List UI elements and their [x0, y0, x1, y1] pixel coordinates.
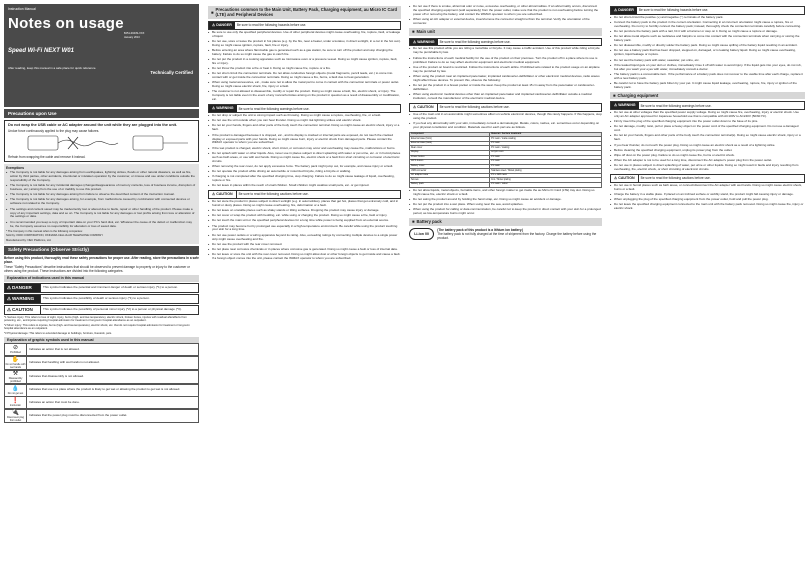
- symbol-desc: Indicates that handling with wet hands is not allowed.: [29, 360, 100, 365]
- symbol-icon: [5, 397, 27, 408]
- column-4: [610, 4, 805, 211]
- cover-panel: [4, 4, 199, 107]
- hazard-level-desc: This symbol indicates the possibility of personal minor injury (*2) to a person or physical damage (*3).: [43, 306, 182, 311]
- symbol-glyph-icon: ⊘: [12, 345, 19, 352]
- charging-title: Charging equipment: [617, 92, 659, 98]
- list-item: ● The settings and content saved may be inadvertently lost or altered due to faults, repair or other handling of the product. Please make a copy of any important settings, data and so on. The Company is not liable for any damages or lost profits arising from loss or alteration of the settings or data.: [6, 208, 197, 220]
- column-2: [208, 4, 401, 261]
- warning-triangle-icon: ⚠: [413, 39, 417, 44]
- symbol-icon: [5, 385, 27, 396]
- page-title: Notes on usage: [8, 15, 124, 32]
- list-item: ● The Company is not liable for any damages arising from failure to observe the described content of the instruction manual.: [6, 193, 197, 197]
- section-marker-icon: ■: [613, 92, 616, 98]
- list-item: ● Use of the product on board is restricted. Follow the instructions of each airline. Prohibited acts related to the product usage on an airplane may be punished by law.: [409, 66, 602, 74]
- refrain-text: Refrain from wrapping the cable and remove it instead.: [8, 155, 86, 160]
- list-item: ● Before cleaning the specified charging equipment, unplug its power plug from the outlet.: [610, 149, 805, 153]
- symbol-table: [4, 343, 199, 423]
- list-item: ● Do not drop or subject the unit to strong impact such as throwing. Doing so might cause a rupture, overheating, fire, or a fault.: [208, 114, 401, 118]
- caution-intro: Be sure to read the following cautions before use.: [439, 105, 510, 110]
- symbol-desc: Indicates an action that must be done.: [29, 399, 80, 404]
- precaution-bold: Do not wrap the USB cable or AC adapter around the unit while they are plugged into the unit.: [8, 122, 178, 127]
- table-cell: PC resin / Label: [490, 183, 602, 188]
- caution-list: [208, 200, 401, 261]
- hazard-level-notes: [4, 316, 199, 336]
- caution-list: [610, 184, 805, 211]
- certification-label: Technically Certified: [150, 70, 193, 75]
- danger-list: [610, 16, 805, 90]
- list-item: ● Do not leave the specified charging equipment connected to the main unit with the battery pack removed. Doing so might cause fire, injury or electric shock.: [610, 203, 805, 211]
- warning-triangle-icon: ⚠: [614, 176, 618, 180]
- product-name: Speed Wi-Fi NEXT W01: [8, 48, 74, 54]
- table-cell: PC + ABS resin: [490, 173, 602, 178]
- table-cell: PC resin: [490, 164, 602, 169]
- caution-banner: [409, 103, 602, 112]
- list-item: ● Do not disassemble, modify or directly solder the battery pack. Doing so might cause spilling of the battery liquid resulting in an accident.: [610, 44, 805, 48]
- caution-list: [409, 113, 602, 130]
- table-cell: PC resin: [490, 141, 602, 146]
- list-item: ● Do not throw the product into a fire or heat it. Doing so might cause fire, rupture or a fire.: [208, 67, 401, 71]
- list-item: ● Do not swing the product around by holding the hand strap, etc. Doing so might cause an accident or damage.: [409, 198, 602, 202]
- battery-lead: (The battery pack of this product is a lithium ion battery.): [437, 227, 524, 232]
- warning-triangle-icon: ⚠: [7, 295, 11, 301]
- common-list-continued: [409, 5, 602, 26]
- caution-banner: [610, 174, 805, 183]
- symbol-name: Disassembly prohibited: [8, 376, 23, 383]
- warning-triangle-icon: ⚠: [614, 103, 618, 108]
- list-item: ● Be sure to use only the specified peripheral devices. Use of other peripheral devices might cause overheating, fire, rupture, fault, or leakage of liquid.: [208, 31, 401, 39]
- list-item: ● Do not use in places subject to direct splashing of water, pet urine or other liquids. Doing so might result in faults and injury resulting from overheating, fire, electric shock, or short circuiting of electronic circuits.: [610, 164, 805, 172]
- danger-intro: Be sure to read the following hazards before use.: [638, 8, 709, 13]
- list-item: ● When using the product for calling or data communication, be careful not to keep the product in direct contact with your skin for a prolonged period, as low-temperature burns might occur.: [409, 208, 602, 216]
- danger-banner: [610, 6, 805, 15]
- warning-intro: Be sure to read the following warnings before use.: [439, 39, 511, 44]
- hazard-level-row: [4, 294, 199, 304]
- exemptions-box: [4, 164, 199, 243]
- indication-heading: Explanation of indications used in this manual: [4, 275, 199, 282]
- column-1: [4, 4, 199, 423]
- list-item: ● Do not use a battery pack that has been dropped, stepped on, damaged, or is leaking battery liquid. Doing so might cause overheating, ignition, liquid leakage or rupture.: [610, 49, 805, 57]
- section-marker-icon: ■: [211, 9, 214, 15]
- table-cell: External case (front): [410, 137, 490, 142]
- symbol-desc: Indicates that the power plug must be disconnected from the power outlet.: [29, 412, 128, 417]
- exemption-foot-2: Sold by: KDDI CORPORATION, OKINAWA CELLULAR TELEPHONE COMPANY: [6, 234, 104, 238]
- list-item: ● Do not let your hands, fingers and other parts of the body touch the connection terminal. Doing so might cause an electric shock, injury or a fault.: [208, 124, 401, 132]
- symbol-desc: Indicates that disassembly is not allowed.: [29, 373, 85, 378]
- list-item: ● Charge the battery in a stable place. If placed on an inclined surface or wobbly stand, the product might fall causing injury or damage.: [610, 193, 805, 197]
- manual-label: Instruction Manual: [8, 7, 36, 11]
- list-item: ● If the wet product is charged, electric shock, short circuit, or corrosion may occur and overheating may cause fire, malfunctions or burns.: [208, 147, 401, 151]
- exemptions-title: Exemptions: [6, 165, 25, 170]
- symbol-icon: [5, 410, 27, 422]
- table-row: [410, 183, 602, 188]
- symbol-row: [4, 409, 199, 423]
- list-item: ● When using the product near an implanted pacemaker, implanted cardioverter-defibrillator or other electronic medical devices, radio waves might affect these devices. To prevent this, observe the following:: [409, 75, 602, 83]
- hazard-level-desc: This symbol indicates the possibility of death or serious injury (*1) to a person.: [43, 295, 150, 300]
- symbol-icon: [5, 344, 27, 355]
- danger-intro: Be sure to read the following hazards before use.: [236, 23, 307, 28]
- precaution-box: [4, 120, 199, 162]
- symbol-row: [4, 356, 199, 370]
- footnote: *3 Physical damage: This refers to extended damage to buildings, furniture, livestock, pets.: [4, 331, 112, 335]
- warning-list: [409, 47, 602, 100]
- caution-tag: ⚠ CAUTION: [611, 175, 639, 182]
- hazard-levels: [4, 283, 199, 315]
- table-cell: Stainless steel / Nickel plating: [490, 169, 602, 174]
- symbol-glyph-icon: ⚒: [12, 370, 19, 377]
- list-item: ● If you feel any abnormality with your skin, immediately consult a dermatologist. Metals, colors, rashes, etc. sometimes occur depending on your physical constitution and condition. Materials used for each part are as follows.: [409, 122, 602, 130]
- danger-tag: ⚠ DANGER: [209, 22, 235, 29]
- list-item: ● Do not splash with water or other liquids. Also, never use in places subject to direct splashing with water or pet urine, etc. or in humid places such as bath areas, or use with wet hands. Doing so might cause fire, electric shock or a fault from short circuiting or corrosion of electronic circuits.: [208, 152, 401, 164]
- caution-tag: ⚠ CAUTION: [209, 191, 237, 198]
- list-item: ● When using an AC adapter or external device, insert/remove the connector straight to/from the terminal. Verify the orientation of the connector.: [409, 18, 602, 26]
- table-cell: PC resin / coating: [490, 146, 602, 151]
- list-item: ● Do not use in humid places such as bath areas, or connect/disconnect the AC adapter with wet hands. Doing so might cause electric shock, burns or a fault.: [610, 184, 805, 192]
- list-item: ● Connect the battery pack to the product in the correct orientation. Connecting in an incorrect orientation might cause a rupture, fire or overheating. Do not try to forcibly connect the battery pack; instead, thoroughly check the connection terminals carefully before connecting.: [610, 21, 805, 29]
- table-cell: Screws: [410, 178, 490, 183]
- symbol-glyph-icon: 🔌: [11, 409, 20, 416]
- caution-list-2: [409, 189, 602, 216]
- table-body: [410, 137, 602, 187]
- symbol-name: Instruction: [9, 404, 22, 408]
- column-3: [409, 4, 602, 240]
- list-item: ● Follow the instructions of each medical facility for the use of the product on their premises. Turn the product off in a place where its use is prohibited. Failure to do so may affect electronic equipment and electronic medical equipment.: [409, 57, 602, 65]
- charging-heading: [610, 92, 805, 99]
- safety-text: These "Safety Precautions" describe instructions that should be observed to prevent damage to property or injury to the customer or others using the product. These instructions are divided into the following categories.: [4, 264, 190, 273]
- table-cell: WPS button: [410, 160, 490, 165]
- list-item: ● If the product is damaged because it is dropped, etc., and its display is cracked or internal parts are exposed, do not touch the cracked display or exposed parts with your hands. Doing so might cause burn, injury or electric shock from damaged parts. Please contact the WiMAX operator to whom you are subscribed.: [208, 134, 401, 146]
- list-item: ● Firmly insert the plug of the specified charging equipment into the power outlet down to the base of its pins.: [610, 120, 805, 124]
- symbol-row: [4, 343, 199, 356]
- list-item: ● The battery pack is a consumable item. If the performance of a battery pack does not recover to the usable time after each charge, replace it with a new battery pack.: [610, 73, 805, 81]
- list-item: ● The Company is not liable for any damages arising, for example, from malfunctions caused by combination with connected devices or software not related to the Company.: [6, 198, 197, 206]
- caution-banner: [208, 190, 401, 199]
- caution-intro: Be sure to read the following cautions before use.: [238, 192, 309, 197]
- list-item: ● If charging is not completed after the specified charging time, stop charging. Failure to do so might cause leakage of liquid, overheating, rupture or fire.: [208, 175, 401, 183]
- warning-triangle-icon: ⚠: [7, 306, 11, 312]
- warning-tag: ⚠ WARNING: [611, 102, 639, 109]
- table-cell: External case (back): [410, 141, 490, 146]
- list-item: ● Do not wet the battery pack with water, seawater, pet urine, etc.: [610, 59, 805, 63]
- section-marker-icon: ■: [412, 29, 415, 35]
- list-item: ● The Company is not liable for any damages arising from earthquakes, lightning strikes, floods or other natural disasters, as well as fire, action by third parties, other accidents, intentional or mistaken operation by the customer, or misuse and use under conditions outside the responsibility of the Company.: [6, 171, 197, 183]
- danger-banner: [208, 21, 401, 30]
- list-item: ● Before entering an area where flammable gas is generated such as a gas station, be sure to turn off the product and stop charging the battery. Failure to do so might cause the gas to catch fire.: [208, 49, 401, 57]
- warning-triangle-icon: ⚠: [614, 8, 618, 12]
- table-header-cell: Material / Surface treatment: [490, 132, 602, 137]
- warning-triangle-icon: ⚠: [7, 284, 11, 290]
- symbol-glyph-icon: ✋: [11, 356, 20, 363]
- symbol-icon: [5, 357, 27, 369]
- warning-banner: [610, 101, 805, 110]
- list-item: ● Do not allow liquids, metal objects, burnable items, and other foreign matter to get inside the au Micro IC Card (LTE) tray slot. Doing so might cause fire, electric shock or a fault.: [409, 189, 602, 197]
- list-item: ● Use of the main unit in an automobile might sometimes affect on-vehicle electronic devices, though this rarely happens. If this happens, stop using the product.: [409, 113, 602, 121]
- exemption-foot-3: Manufactured by: NEC Platforms, Ltd.: [6, 238, 52, 242]
- safety-heading: Safety Precautions (Observe Strictly): [4, 246, 199, 255]
- warning-list: [208, 114, 401, 188]
- battery-title: Battery pack: [416, 219, 442, 225]
- symbol-icon: [5, 371, 27, 383]
- list-item: ● The customer is not allowed to disassemble, modify or repair the product. Doing so might cause a fault, fire, electric shock, or injury. The Company is not liable even in the event of any nonconformities arising on the product in question as a result of disassembly or modification, etc.: [208, 90, 401, 102]
- symbol-glyph-icon: ❗: [11, 398, 20, 405]
- exemption-foot-1: * The Company in this manual refers to the following companies:: [6, 229, 83, 233]
- list-item: ● Do not use if there is smoke, abnormal odor or noise, excessive overheating, or other abnormalities. If an abnormality occurs, disconnect the specified charging equipment (sold separately) from the power outlet, make sure that the product is not overheating before turning the power off or removing the battery, and contact the WiMAX operator to whom you are subscribed.: [409, 5, 602, 17]
- list-item: ● Do not operate the product while driving an automobile or motorized bicycle, riding a bicycle or walking.: [208, 170, 401, 174]
- list-item: ● Wipe off dust on the power plug. Failure to do so might cause fire, burns or electric shock.: [610, 154, 805, 158]
- list-item: ● Do not leave or store the unit with the rear cover removed. Doing so might allow dust or other foreign objects to get inside and cause a fault. If a foreign object comes into the unit, please contact the WiMAX operator to whom you are subscribed.: [208, 253, 401, 261]
- list-item: ● Do not leave on unstable places such as shaky stands or tilting surfaces. Dropping the product may cause injury or damage.: [208, 209, 401, 213]
- warning-triangle-icon: ⚠: [413, 104, 417, 109]
- symbol-row: [4, 370, 199, 384]
- hazard-level-row: [4, 305, 199, 315]
- list-item: ● Be careful not to have the battery pack bitten by your pet. It might cause liquid leakage, overheating, rupture, fire, injury or ignition of the battery pack.: [610, 82, 805, 90]
- warning-intro: Be sure to read the following warnings before use.: [640, 103, 712, 108]
- list-item: ● Do not cover or wrap the product with bedding, etc. while using or charging the product. Doing so might cause a fire, fault or injury.: [208, 214, 401, 218]
- list-item: ● When using metal accessories, etc., make sure not to allow the metal part to come in contact with the connection terminals or power outlet. Doing so might cause electric shock, fire, injury or a fault.: [208, 81, 401, 89]
- list-item: ● When unplugging the plug of the specified charging equipment from the power outlet, hold and pull the power plug.: [610, 198, 805, 202]
- footnote: *1 Serious injury: This refers to loss of sight, injury, burns (high- and low-temperature), electric shock, broken bones, injuries with residual aftereffects from poisoning, etc., and injuries requiring hospital admission for treatment or long-term hospital attendance as an outpatient.: [4, 315, 187, 323]
- list-item: ● Do not put the product in a cooking apparatus such as microwave oven or a pressure vessel. Doing so might cause ignition, rupture, fault, fire or injury.: [208, 58, 401, 66]
- common-precautions-title: Precautions common to the Main Unit, Battery Pack, Charging equipment, au Micro IC Card (LTE) and Peripheral Devices: [215, 7, 398, 18]
- table-header-cell: Component: [410, 132, 490, 137]
- warning-list: [610, 111, 805, 172]
- hazard-level-label: ⚠ CAUTION: [5, 306, 41, 314]
- table-cell: Rear cover: [410, 146, 490, 151]
- danger-tag: ⚠ DANGER: [611, 7, 637, 14]
- caution-intro: Be sure to read the following cautions before use.: [640, 176, 711, 181]
- table-cell: PC resin / matte coating: [490, 137, 602, 142]
- list-item: ● Do not damage, modify, twist, pull or place a heavy object on the power cord of the specified charging equipment. Do not use a damaged cord.: [610, 125, 805, 133]
- warning-tag: ⚠ WARNING: [209, 105, 237, 112]
- table-cell: Iron / Nickel plating: [490, 178, 602, 183]
- main-unit-heading: [409, 28, 602, 35]
- table-cell: PC resin: [490, 155, 602, 160]
- precautions-heading: Precautions upon Use: [4, 109, 199, 118]
- list-item: ● Do not use this product while you are riding a motorbike or bicycle. It may cause a traffic accident. Use of this product while riding a bicycle may be punishable by law.: [409, 47, 602, 55]
- hazard-level-desc: This symbol indicates the potential and imminent danger of death or serious injury (*1) to a person.: [43, 284, 178, 289]
- hazard-level-label: ⚠ DANGER: [5, 284, 41, 292]
- symbol-glyph-icon: 💧: [11, 385, 20, 392]
- doc-code: BJ51-0043S-XXX: [124, 32, 145, 35]
- list-item: ● Do not leave in places within the reach of small children. Small children might swallow small parts, etc. or get injured.: [208, 184, 401, 188]
- caution-tag: ⚠ CAUTION: [410, 104, 438, 111]
- symbol-row: [4, 396, 199, 409]
- list-item: ● The product may become hot by prolonged use especially in a high-temperature environment. Be careful while using the product touching your skin for a long time.: [208, 225, 401, 233]
- exemptions-list: [6, 171, 197, 228]
- doc-date: January 2013: [124, 35, 140, 39]
- list-item: ● Do not store the product in places subject to direct sunlight (e.g. in automobiles), places that get hot, places that get extremely cold, and in humid or dusty places. Doing so might cause overheating, fire, deformation or a fault.: [208, 200, 401, 208]
- symbol-name: Do not get wet: [7, 391, 24, 395]
- danger-list: [208, 31, 401, 103]
- battery-info: [409, 228, 602, 241]
- warning-tag: ⚠ WARNING: [410, 39, 438, 46]
- list-item: ● Do not put the product in a breast pocket or inside the wear. Keep the product at least 15 cm away from the pacemaker or cardioverter-defibrillator.: [409, 84, 602, 92]
- safety-lead: Before using this product, thoroughly read these safety precautions for proper use. After reading, store the precautions in a safe place.: [4, 255, 199, 264]
- list-item: ● Do not short circuit the connection terminals. Do not allow conductive foreign objects (metal fragments, pencil leads, etc.) to come into contact with or get inside the connection terminals. Doing so might cause a fire, burns, a fault due to heat generation.: [208, 72, 401, 80]
- list-item: ● Do not let your hands, fingers and other parts of the body touch the connection terminal(s). Doing so might cause electric shock, injury or a fault.: [610, 134, 805, 142]
- table-cell: AC adapter case: [410, 173, 490, 178]
- table-cell: Power button: [410, 155, 490, 160]
- table-cell: Acrylic resin: [490, 151, 602, 156]
- list-item: ● Do not short-circuit the positive (+) and negative (−) terminals of the battery pack.: [610, 16, 805, 20]
- list-item: ● When using electronic medical devices other than an implanted pacemaker and implanted cardioverter-defibrillator outside a medical institution, consult the manufacturer of the electronic medical device.: [409, 93, 602, 101]
- precaution-text: Undue force continuously applied to the plug may cause failures.: [8, 128, 100, 133]
- keep-note: After reading, keep this manual in a safe place for quick reference.: [8, 66, 97, 70]
- cover-meta: [124, 32, 144, 39]
- list-item: ● Do not put the product into a wet place. When using near the sea, avoid splashes.: [409, 203, 602, 207]
- symbol-desc: Indicates that use in a place where the product is likely to get wet or allowing the product to get wet is not allowed.: [29, 387, 181, 392]
- table-cell: PC resin: [490, 160, 602, 165]
- list-item: ● Do not use the unit outside when you can hear thunder. Doing so might risk lightning strikes and electric shock.: [208, 119, 401, 123]
- li-ion-recycle-icon: Li-ion 00: [409, 228, 434, 241]
- battery-text: The battery pack is not fully charged at the time of shipment from the factory. Charge the battery before using the product.: [437, 231, 597, 240]
- symbols-heading: Explanation of graphic symbols used in this manual: [4, 337, 199, 344]
- hazard-level-label: ⚠ WARNING: [5, 295, 41, 303]
- footnote: *2 Minor injury: This refers to injuries, burns (high- and low-temperature), electric shock, etc. that do not require hospital admission for treatment or long-term hospital attendance as an outpatient.: [4, 323, 190, 331]
- warning-intro: Be sure to read the following warnings before use.: [238, 106, 310, 111]
- list-item: ● It is recommended you keep a copy of important data on your PC's hard disk, etc. Whatever the cause of the defect or malfunction may be, the Company assumes no responsibility for alteration or loss of saved data.: [6, 221, 197, 229]
- list-item: ● Do not puncture the battery pack with a nail, hit it with a hammer or step on it. Doing so might cause a rupture or damage.: [610, 30, 805, 34]
- main-unit-title: Main unit: [416, 29, 435, 35]
- list-item: ● If the leaked liquid gets on your skin or clothes, immediately rinse it off with water to avoid injury. If the liquid gets into your eyes, do not rub, but after you wash your eyes with water, immediately consult a doctor.: [610, 64, 805, 72]
- list-item: ● Do not use the product with the rear cover removed.: [208, 243, 401, 247]
- materials-table: [409, 132, 602, 188]
- symbol-name: Prohibited: [10, 351, 21, 355]
- warning-banner: [409, 38, 602, 47]
- table-cell: Battery cover: [410, 164, 490, 169]
- warning-triangle-icon: ⚠: [212, 22, 216, 27]
- battery-heading: [409, 218, 602, 225]
- list-item: ● Do not allow metal objects such as necklaces and hairpins to come into contact with the connection terminals when carrying or storing the battery pack.: [610, 35, 805, 43]
- list-item: ● Do not touch the main unit or the specified peripheral devices for a long time while power is being supplied from an external source.: [208, 219, 401, 223]
- symbol-desc: Indicates an action that is not allowed.: [29, 346, 80, 351]
- table-cell: Battery pack: [410, 183, 490, 188]
- list-item: ● Do not use, store or leave the product in hot places (e.g. by the fire, near a heater, under a kotatsu, in direct sunlight, in a car in the hot sun). Doing so might cause ignition, rupture, fault, fire or injury.: [208, 40, 401, 48]
- warning-triangle-icon: ⚠: [212, 192, 216, 197]
- warning-banner: [208, 104, 401, 113]
- symbol-row: [4, 384, 199, 397]
- hazard-level-row: [4, 283, 199, 293]
- list-item: ● Do not use at other voltages than the specified power supply voltage. Doing so might cause fire, overheating, injury or electric shock. Use only an AC adapter approved for Japanese household use that is compatible with AC100V to AC240V (50/60 Hz).: [610, 111, 805, 119]
- list-item: ● The Company is not liable for any incidental damages (change/disappearance of memory contents, loss of business income, disruption of business, etc.) arising from the use of or inability to use this product.: [6, 184, 197, 192]
- table-cell: Display: [410, 151, 490, 156]
- list-item: ● Do not place near corrosive chemicals or in places where corrosive gas is generated. Doing so might cause a fault or loss of internal data.: [208, 248, 401, 252]
- section-marker-icon: ■: [412, 219, 415, 225]
- list-item: ● Do not use power outlets or a wiring apparatus beyond its rating. Also, exceeding ratings by connecting multiple devices to a single power strip might cause overheating and fire.: [208, 234, 401, 242]
- list-item: ● When the AC adapter is not to be used for a long time, disconnect the AC adapter's power plug from the power outlet.: [610, 159, 805, 163]
- list-item: ● When removing the rear cover, do not apply excessive force. The battery pack might jump out, for example, and cause injury or a fault.: [208, 165, 401, 169]
- table-cell: USB connector: [410, 169, 490, 174]
- cable-illustration: [8, 133, 193, 153]
- symbol-name: Disconnect plug from outlet: [6, 415, 24, 422]
- warning-triangle-icon: ⚠: [212, 106, 216, 111]
- symbol-name: Do not handle with wet hands: [5, 362, 26, 369]
- list-item: ● If you hear thunder, do not touch the power plug. Doing so might cause an electric shock as a result of a lightning strike.: [610, 144, 805, 148]
- common-precautions-heading: [208, 6, 401, 19]
